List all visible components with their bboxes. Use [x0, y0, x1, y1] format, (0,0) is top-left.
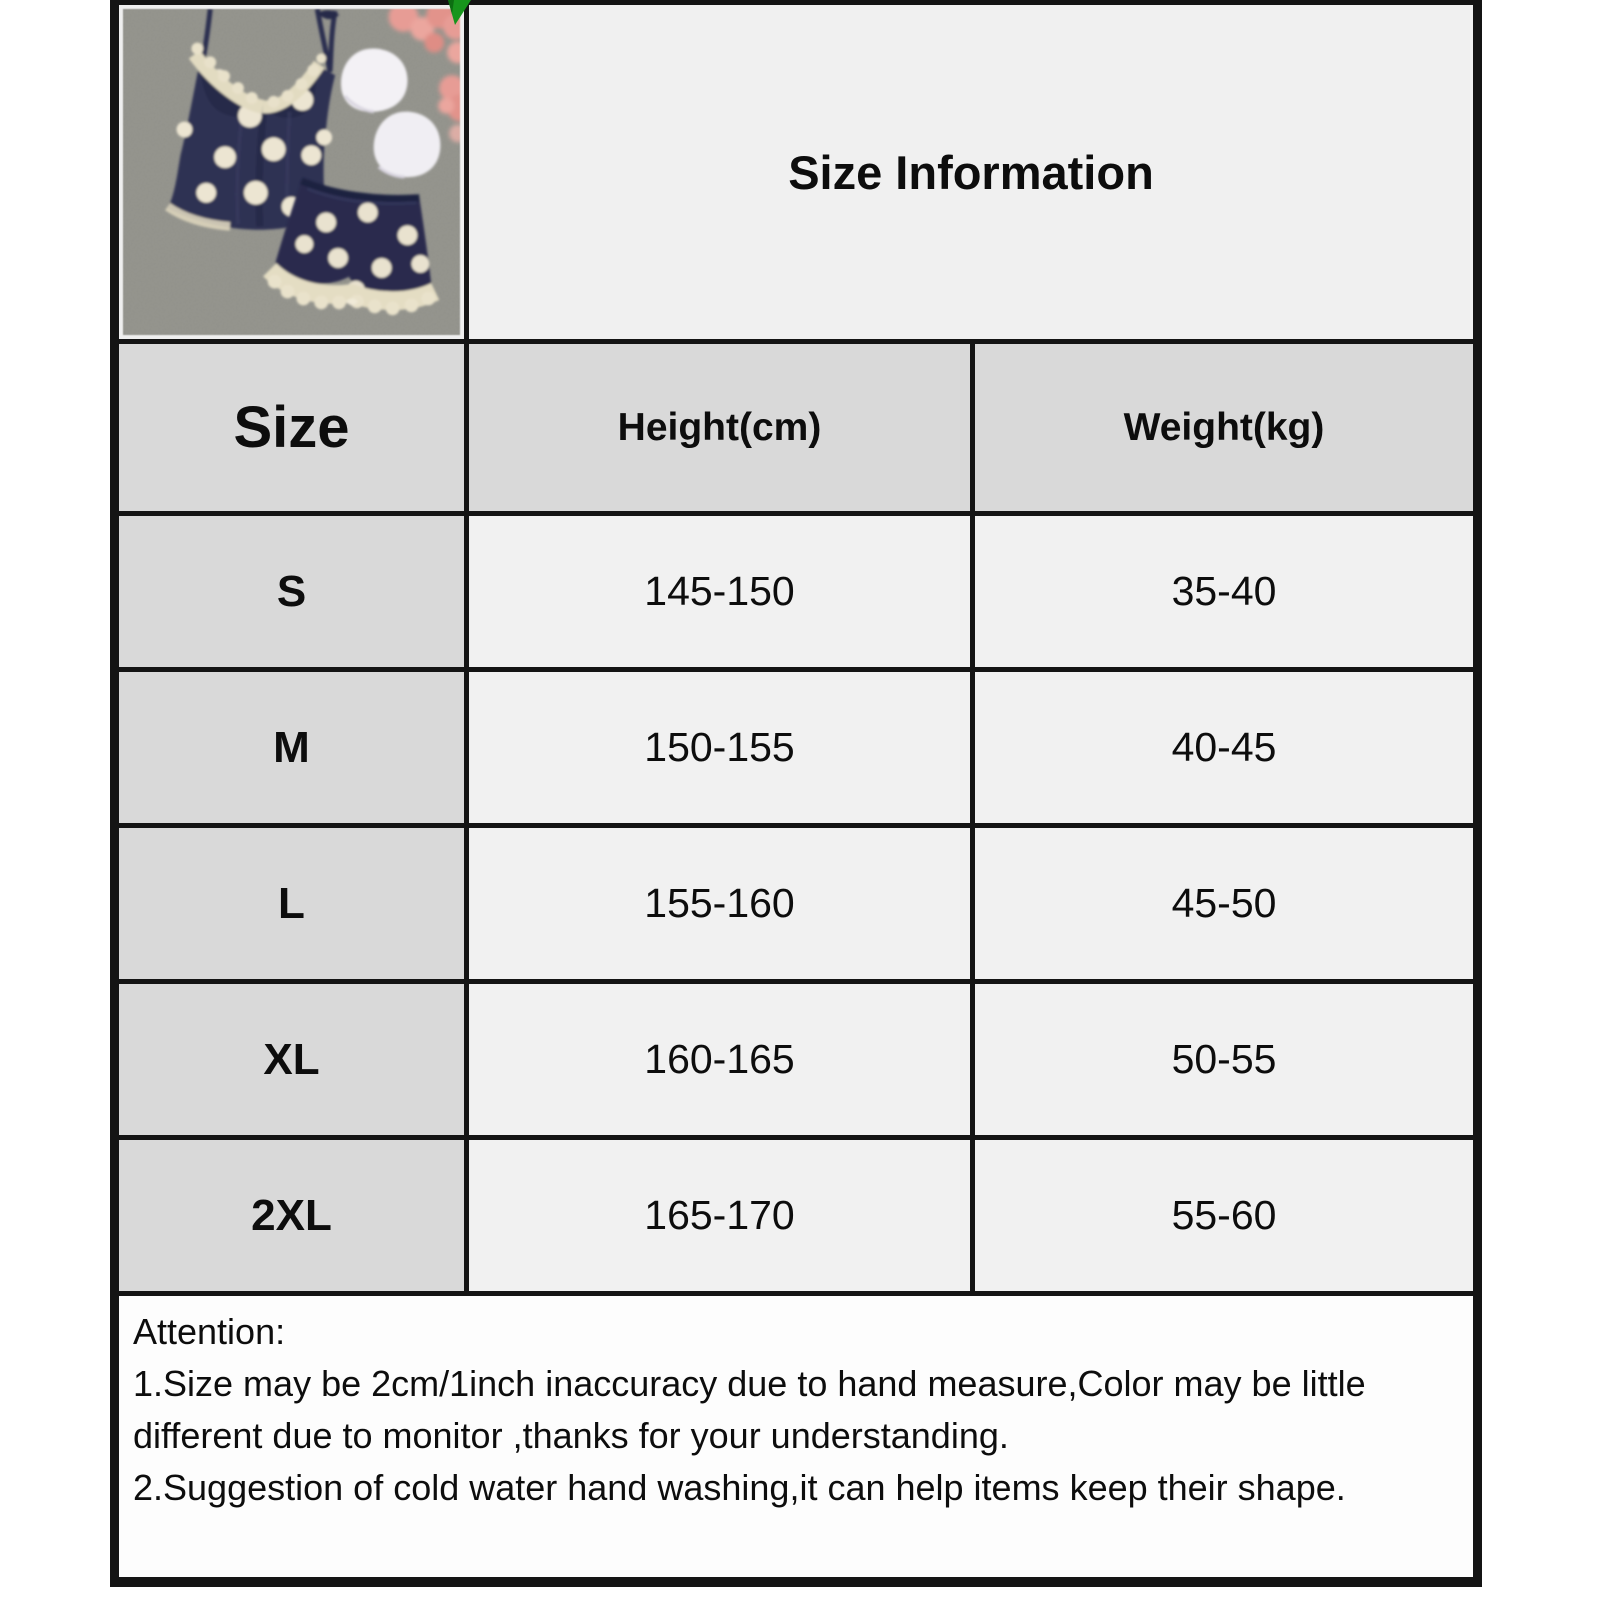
- table-row: [115, 670, 1478, 826]
- column-header-height: Height(cm): [467, 342, 973, 514]
- column-header-size: Size: [115, 342, 467, 514]
- green-corner-icon: [448, 0, 471, 25]
- size-label: 2XL: [115, 1138, 467, 1294]
- weight-value: 50-55: [973, 982, 1478, 1138]
- column-header-weight: Weight(kg): [973, 342, 1478, 514]
- height-value: 160-165: [467, 982, 973, 1138]
- weight-value: 35-40: [973, 514, 1478, 670]
- weight-value: 40-45: [973, 670, 1478, 826]
- size-table: [110, 0, 1482, 1587]
- product-image-cell: [115, 3, 467, 342]
- attention-row: [115, 1294, 1478, 1582]
- weight-value: 55-60: [973, 1138, 1478, 1294]
- product-photo: [123, 9, 460, 335]
- attention-section: [115, 1294, 1478, 1582]
- table-row: [115, 1138, 1478, 1294]
- attention-heading: Attention:: [133, 1311, 286, 1352]
- size-label: L: [115, 826, 467, 982]
- size-label: S: [115, 514, 467, 670]
- height-value: 145-150: [467, 514, 973, 670]
- page-title-cell: [467, 3, 1478, 342]
- size-chart-sheet: [110, 0, 1482, 1587]
- table-row: [115, 982, 1478, 1138]
- height-value: 165-170: [467, 1138, 973, 1294]
- attention-line: 1.Size may be 2cm/1inch inaccuracy due to hand measure,Color may be little: [133, 1363, 1366, 1404]
- attention-line: different due to monitor ,thanks for your understanding.: [133, 1415, 1009, 1456]
- height-value: 155-160: [467, 826, 973, 982]
- weight-value: 45-50: [973, 826, 1478, 982]
- size-label: XL: [115, 982, 467, 1138]
- table-row: [115, 514, 1478, 670]
- top-row: [115, 3, 1478, 342]
- table-header-row: [115, 342, 1478, 514]
- attention-line: 2.Suggestion of cold water hand washing,it can help items keep their shape.: [133, 1467, 1346, 1508]
- table-row: [115, 826, 1478, 982]
- page-title: Size Information: [788, 145, 1154, 199]
- size-label: M: [115, 670, 467, 826]
- height-value: 150-155: [467, 670, 973, 826]
